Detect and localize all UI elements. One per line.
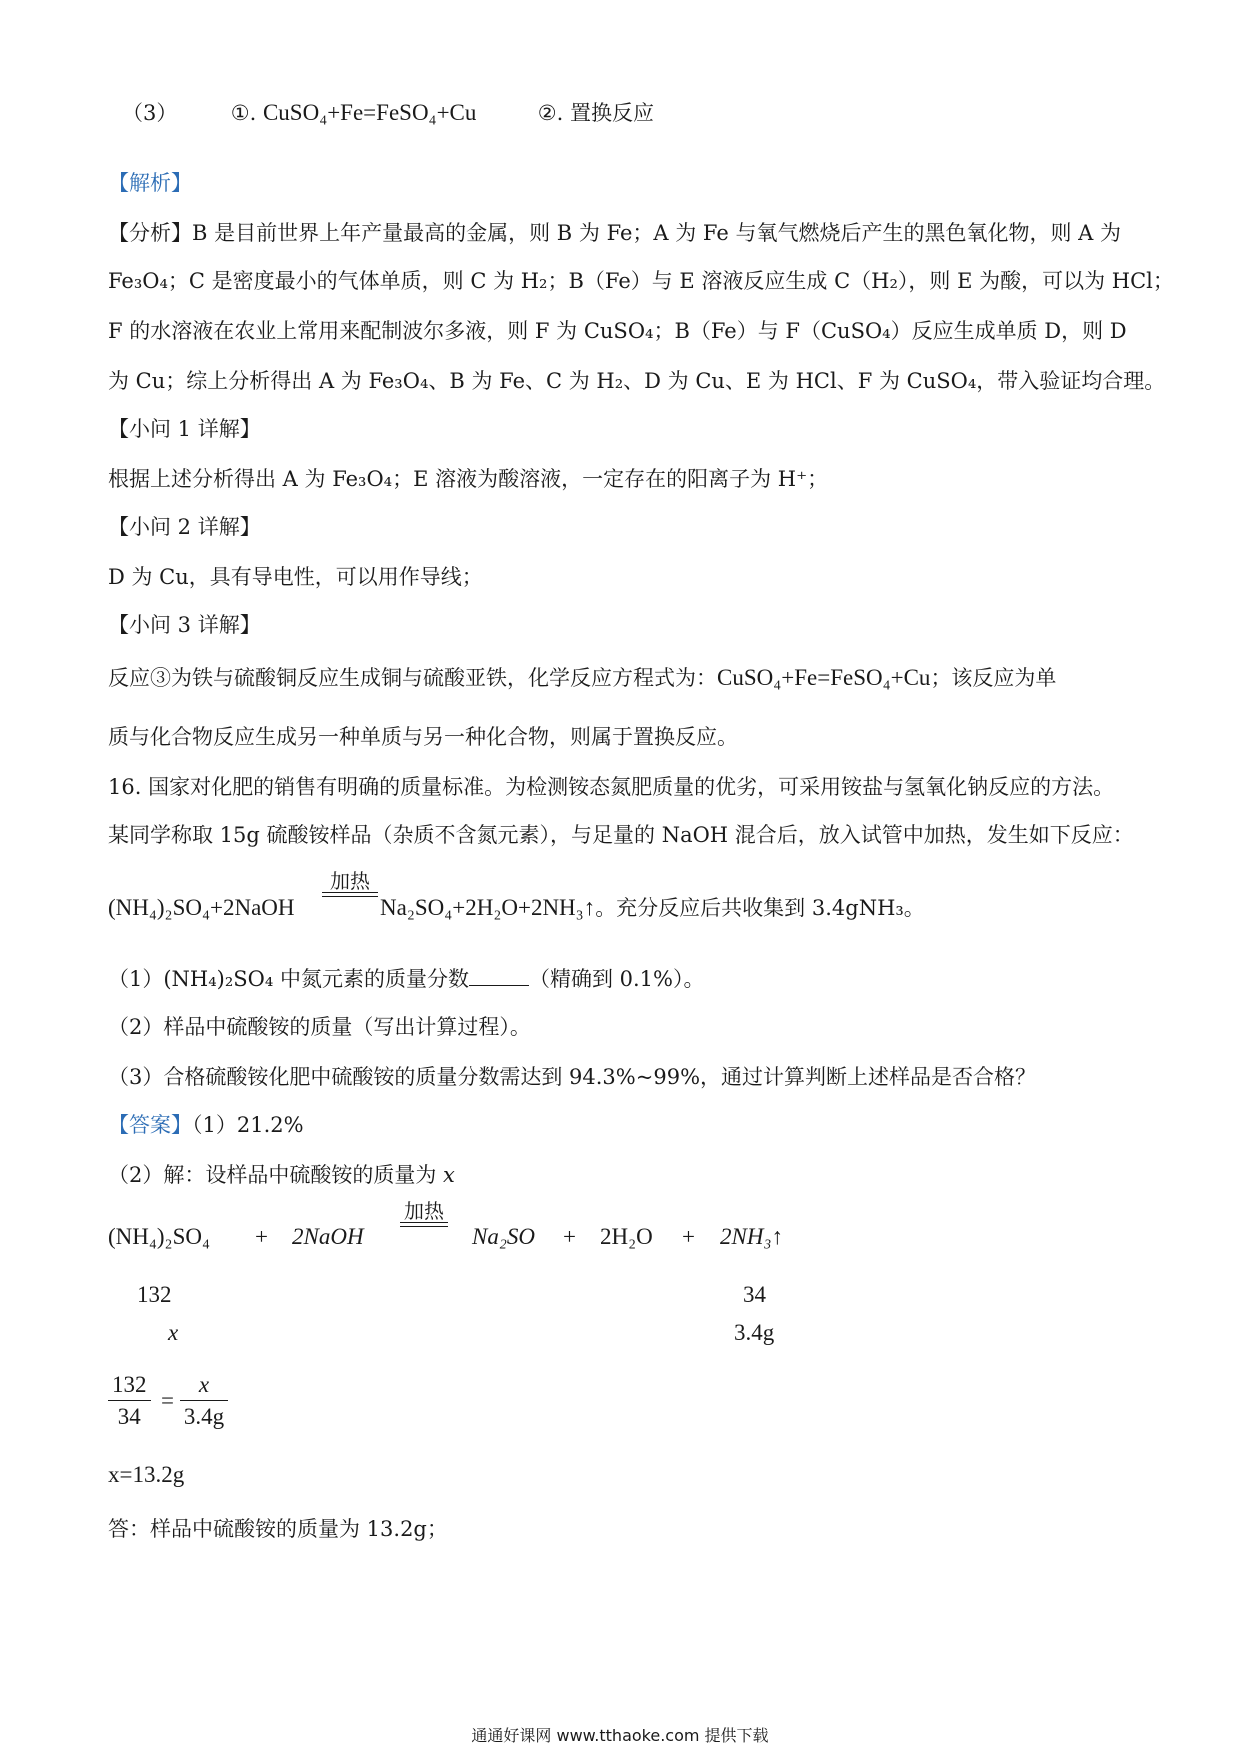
sub1-heading: 【小问 1 详解】 (108, 417, 261, 441)
answer-line-1 (108, 1110, 304, 1140)
answer-eq-term-3: Na₂SO (472, 1224, 535, 1249)
answer-eq-term-2: 2NaOH (292, 1224, 364, 1249)
sub3-text-after: ；该反应为单 (930, 666, 1057, 690)
mass-ammonia: 34 (743, 1282, 766, 1307)
q16-part-3: （3）合格硫酸铵化肥中硫酸铵的质量分数需达到 94.3%~99%，通过计算判断上述样品是否合格？ (108, 1065, 1037, 1089)
unknown-ammonium-sulfate: x (168, 1320, 179, 1345)
analysis-line-1: 【分析】B 是目前世界上年产量最高的金属，则 B 为 Fe；A 为 Fe 与氧气燃烧后产生的黑色氧化物，则 A 为 (108, 221, 1121, 245)
answer-part2-intro: （2）解：设样品中硫酸铵的质量为 (108, 1163, 444, 1187)
sub3-heading: 【小问 3 详解】 (108, 613, 261, 637)
equation: CuSO₄+Fe=FeSO₄+Cu (262, 100, 477, 125)
q16-line-2: 某同学称取 15g 硫酸铵样品（杂质不含氮元素），与足量的 NaOH 混合后，放入试管中加热，发生如下反应： (108, 823, 1134, 847)
q16-line-1: 16. 国家对化肥的销售有明确的质量标准。为检测铵态氮肥质量的优劣，可采用铵盐与氢氧化钠反应的方法。 (108, 775, 1115, 799)
sub3-text-before: 反应③为铁与硫酸铜反应生成铜与硫酸亚铁，化学反应方程式为： (108, 666, 717, 690)
fraction-unknown (180, 1370, 228, 1433)
mass-ammonium-sulfate: 132 (137, 1282, 172, 1307)
sub2-text: D 为 Cu，具有导电性，可以用作导线； (108, 565, 483, 589)
fraction-numerator: 132 (108, 1370, 151, 1401)
answer-line-2 (108, 1160, 455, 1190)
q16-reaction-condition (322, 870, 378, 897)
answer-label: 【答案】 (108, 1113, 192, 1137)
analysis-line-2: Fe₃O₄；C 是密度最小的气体单质，则 C 为 H₂；B（Fe）与 E 溶液反应生成 C（H₂），则 E 为酸，可以为 HCl； (108, 269, 1174, 293)
conclusion: 答：样品中硫酸铵的质量为 13.2g； (108, 1517, 448, 1541)
result: x=13.2g (108, 1462, 185, 1487)
analysis-line-4: 为 Cu；综上分析得出 A 为 Fe₃O₄、B 为 Fe、C 为 H₂、D 为 Cu、E 为 HCl、F 为 CuSO₄，带入验证均合理。 (108, 369, 1166, 393)
q16-equation-right-line (380, 893, 925, 923)
answer-part1: （1）21.2% (192, 1113, 304, 1137)
page-footer: 通通好课网 www.tthaoke.com 提供下载 (471, 1726, 769, 1745)
q16-part-2: （2）样品中硫酸铵的质量（写出计算过程）。 (108, 1015, 531, 1039)
part-label: （3） (122, 101, 178, 125)
sub1-text: 根据上述分析得出 A 为 Fe₃O₄；E 溶液为酸溶液，一定存在的阳离子为 H⁺； (108, 467, 829, 491)
answer-eq-condition (400, 1200, 448, 1227)
analysis-line-3: F 的水溶液在农业上常用来配制波尔多液，则 F 为 CuSO₄；B（Fe）与 F（CuSO₄）反应生成单质 D，则 D (108, 319, 1127, 343)
q16-part-1 (108, 964, 705, 994)
q16-part1-before: （1）(NH₄)₂SO₄ 中氮元素的质量分数 (108, 967, 469, 991)
answer-eq-term-5: 2NH₃↑ (720, 1224, 783, 1249)
q15-part3-line (122, 98, 654, 128)
reaction-marker: ②. (537, 101, 564, 125)
answer-eq-term-4: 2H₂O (600, 1224, 653, 1249)
sub3-equation: CuSO₄+Fe=FeSO₄+Cu (717, 665, 931, 690)
answer-variable: x (443, 1163, 455, 1187)
fraction-unknown-denominator: 3.4g (183, 1404, 225, 1429)
fraction-denominator: 34 (117, 1404, 141, 1429)
answer-eq-plus-1: + (255, 1224, 268, 1249)
answer-blank[interactable] (469, 965, 529, 986)
heating-label: 加热 (330, 869, 370, 893)
equation-marker: ①. (230, 101, 257, 125)
proportion-equals: = (161, 1388, 174, 1413)
q16-part1-after: （精确到 0.1%）。 (528, 967, 705, 991)
answer-eq-term-1: (NH₄)₂SO₄ (108, 1224, 210, 1249)
q16-equation-right: Na₂SO₄+2H₂O+2NH₃↑ (380, 895, 596, 920)
known-ammonia: 3.4g (734, 1320, 775, 1345)
fraction-masses (108, 1370, 151, 1433)
fraction-unknown-numerator: x (180, 1370, 228, 1401)
answer-eq-plus-2: + (563, 1224, 576, 1249)
answer-heating-label: 加热 (404, 1199, 444, 1223)
q16-equation-after: 。充分反应后共收集到 3.4gNH₃。 (595, 896, 925, 920)
sub2-heading: 【小问 2 详解】 (108, 515, 261, 539)
sub3-text-line-1 (108, 663, 1056, 693)
answer-eq-plus-3: + (682, 1224, 695, 1249)
q16-equation-left: (NH₄)₂SO₄+2NaOH (108, 895, 295, 920)
sub3-text-line-2: 质与化合物反应生成另一种单质与另一种化合物，则属于置换反应。 (108, 725, 738, 749)
analysis-heading: 【解析】 (108, 171, 192, 195)
reaction-type: 置换反应 (569, 101, 654, 125)
